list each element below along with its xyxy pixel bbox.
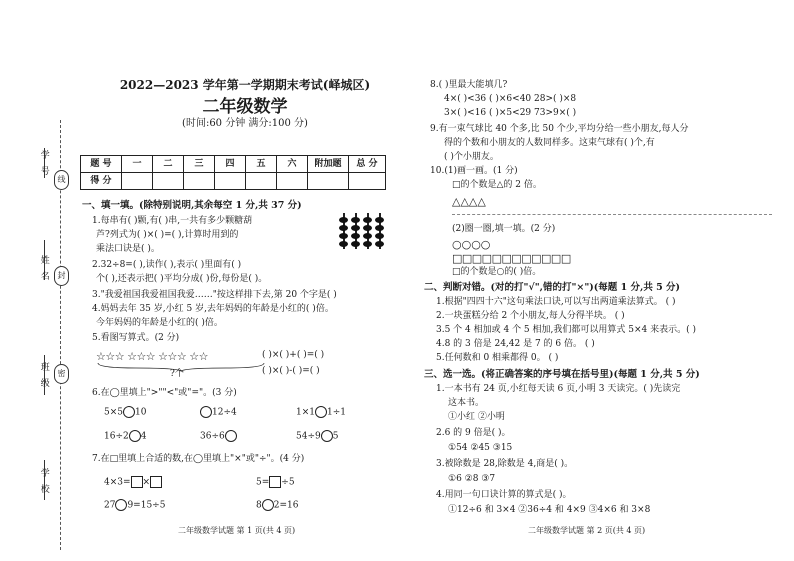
q8-row1: 4×( )<36 ( )×6<40 28>( )×8 bbox=[444, 94, 577, 104]
q7-row2-b: 8 2=16 bbox=[256, 500, 299, 511]
judge-1: 1.根据"四四十六"这句乘法口诀,可以写出两道乘法算式。 ( ) bbox=[436, 297, 676, 307]
q1-line3: 乘法口诀是( )。 bbox=[96, 244, 160, 254]
school-label: 学 校 bbox=[38, 468, 49, 495]
score-table bbox=[80, 155, 386, 190]
page-1-footer: 二年级数学试题 第 1 页(共 4 页) bbox=[178, 526, 296, 535]
answer-box[interactable] bbox=[269, 476, 281, 488]
q2-line1: 2.32÷8=( ),读作( ),表示( )里面有( ) bbox=[92, 260, 242, 270]
score-header: 一 bbox=[122, 156, 153, 173]
choice-2: 2.6 的 9 倍是( )。 bbox=[436, 428, 511, 438]
q10-prompt-a: □的个数是△的 2 倍。 bbox=[452, 180, 542, 190]
q7: 7.在□里填上合适的数,在◯里填上"×"或"÷"。(4 分) bbox=[92, 454, 305, 464]
q10-triangles: △△△△ bbox=[452, 195, 486, 208]
answer-box[interactable] bbox=[131, 476, 143, 488]
seal-mark: 线 bbox=[54, 170, 69, 190]
q6-row2-a: 16÷2 4 bbox=[104, 431, 147, 442]
q10-prompt-c: □的个数是○的( )倍。 bbox=[452, 267, 542, 277]
answer-box[interactable] bbox=[150, 476, 162, 488]
q6-row1-b: 12÷4 bbox=[200, 406, 237, 418]
q5: 5.看图写算式。(2 分) bbox=[92, 333, 180, 343]
page-2-footer: 二年级数学试题 第 2 页(共 4 页) bbox=[528, 526, 646, 535]
score-cell[interactable] bbox=[215, 173, 246, 190]
q10-part1: 10.(1)画一画。(1 分) bbox=[430, 166, 518, 176]
score-header: 题 号 bbox=[81, 156, 122, 173]
q2-line2: 个( ),还表示把( )平均分成( )份,每份是( )。 bbox=[96, 274, 268, 284]
section-3-title: 三、选一选。(将正确答案的序号填在括号里)(每题 1 分,共 5 分) bbox=[424, 369, 700, 380]
compare-circle[interactable] bbox=[315, 406, 327, 418]
choice-4: 4.用同一句口诀计算的算式是( )。 bbox=[436, 490, 572, 500]
score-row-label: 得 分 bbox=[81, 173, 122, 190]
choice-2-options: ①54 ②45 ③15 bbox=[448, 443, 513, 453]
q5-equation-1: ( )×( )+( )=( ) bbox=[262, 350, 325, 360]
score-header: 总 分 bbox=[349, 156, 386, 173]
choice-1-cont: 这本书。 bbox=[448, 398, 485, 408]
q8: 8.( )里最大能填几? bbox=[430, 80, 508, 90]
score-header: 三 bbox=[184, 156, 215, 173]
score-cell[interactable] bbox=[184, 173, 215, 190]
student-number-label: 学 号 bbox=[38, 150, 49, 177]
q4-line1: 4.妈妈去年 35 岁,小红 5 岁,去年妈妈的年龄是小红的( )倍。 bbox=[92, 304, 334, 314]
choice-3: 3.被除数是 28,除数是 4,商是( )。 bbox=[436, 459, 574, 469]
q1-line1: 1.每串有( )颗,有( )串,一共有多少颗糖葫 bbox=[92, 216, 253, 226]
section-2-title: 二、判断对错。(对的打"√",错的打"×")(每题 1 分,共 5 分) bbox=[424, 282, 681, 293]
q10-squares: □□□□□□□□□□□□ bbox=[452, 252, 571, 265]
choice-4-options: ①12÷6 和 3×4 ②36÷4 和 4×9 ③4×6 和 3×8 bbox=[448, 505, 651, 515]
candied-haws-illustration bbox=[338, 213, 386, 249]
choice-1: 1.一本书有 24 页,小红每天读 6 页,小明 3 天读完。( )先读完 bbox=[436, 384, 681, 394]
exam-subject: 二年级数学 bbox=[202, 97, 288, 117]
section-1-title: 一、填一填。(除特别说明,其余每空 1 分,共 37 分) bbox=[82, 200, 302, 211]
q5-equation-2: ( )×( )-( )=( ) bbox=[262, 366, 320, 376]
q10-drawing-area bbox=[452, 214, 772, 215]
score-cell[interactable] bbox=[349, 173, 386, 190]
q9-line3: ( )个小朋友。 bbox=[444, 152, 499, 162]
judge-2: 2.一块蛋糕分给 2 个小朋友,每人分得半块。 ( ) bbox=[436, 311, 625, 321]
compare-circle[interactable] bbox=[225, 430, 237, 442]
q3: 3."我爱祖国我爱祖国我爱……"按这样排下去,第 20 个字是( ) bbox=[92, 290, 337, 300]
exam-time: (时间:60 分钟 满分:100 分) bbox=[182, 118, 308, 129]
score-cell[interactable] bbox=[122, 173, 153, 190]
compare-circle[interactable] bbox=[200, 406, 212, 418]
q6-row2-c: 54÷9 5 bbox=[296, 431, 339, 442]
choice-1-options: ①小红 ②小明 bbox=[448, 412, 505, 422]
judge-3: 3.5 个 4 相加或 4 个 5 相加,我们都可以用算式 5×4 来表示。( ) bbox=[436, 325, 696, 335]
q7-row1-b: 5= ÷5 bbox=[256, 477, 295, 488]
score-header: 五 bbox=[246, 156, 277, 173]
score-header: 六 bbox=[277, 156, 308, 173]
q10-circles: ○○○○ bbox=[452, 238, 491, 251]
judge-5: 5.任何数和 0 相乘都得 0。 ( ) bbox=[436, 353, 559, 363]
class-label: 班 级 bbox=[38, 362, 49, 389]
choice-3-options: ①6 ②8 ③7 bbox=[448, 474, 496, 484]
q6-row2-b: 36÷6 bbox=[200, 430, 237, 442]
score-cell[interactable] bbox=[277, 173, 308, 190]
score-header: 附加题 bbox=[308, 156, 349, 173]
judge-4: 4.8 的 3 倍是 24,42 是 7 的 6 倍。 ( ) bbox=[436, 339, 595, 349]
exam-title: 2022—2023 学年第一学期期末考试(峄城区) bbox=[119, 78, 371, 92]
score-cell[interactable] bbox=[153, 173, 184, 190]
compare-circle[interactable] bbox=[321, 430, 333, 442]
q7-row2-a: 27 9=15÷5 bbox=[104, 500, 166, 511]
q9-line1: 9.有一束气球比 40 个多,比 50 个少,平均分给一些小朋友,每人分 bbox=[430, 124, 689, 134]
q10-part2: (2)圈一圈,填一填。(2 分) bbox=[452, 224, 556, 234]
score-header: 四 bbox=[215, 156, 246, 173]
q7-row1-a: 4×3= × bbox=[104, 476, 162, 488]
name-label: 姓 名 bbox=[38, 255, 49, 282]
q5-question: ?个 bbox=[170, 369, 184, 379]
score-header: 二 bbox=[153, 156, 184, 173]
bind-mark: 封 bbox=[54, 266, 69, 286]
q6-row1-a: 5×5 10 bbox=[104, 407, 147, 418]
q1-line2: 芦?列式为( )×( )=( ),计算时用到的 bbox=[96, 230, 239, 240]
score-cell[interactable] bbox=[246, 173, 277, 190]
operator-circle[interactable] bbox=[262, 499, 274, 511]
binding-strip bbox=[0, 0, 78, 561]
seal-mark-2: 密 bbox=[54, 364, 69, 384]
q5-stars: ☆☆☆ ☆☆☆ ☆☆☆ ☆☆ bbox=[96, 350, 208, 363]
operator-circle[interactable] bbox=[115, 499, 127, 511]
score-cell[interactable] bbox=[308, 173, 349, 190]
q6-row1-c: 1×1 1÷1 bbox=[296, 407, 346, 418]
q4-line2: 今年妈妈的年龄是小红的( )倍。 bbox=[96, 318, 223, 328]
compare-circle[interactable] bbox=[129, 430, 141, 442]
q9-line2: 得的个数和小朋友的人数同样多。这束气球有( )个,有 bbox=[444, 138, 655, 148]
q6: 6.在◯里填上">""<"或"="。(3 分) bbox=[92, 388, 237, 398]
q8-row2: 3×( )<16 ( )×5<29 73>9×( ) bbox=[444, 108, 577, 118]
compare-circle[interactable] bbox=[123, 406, 135, 418]
